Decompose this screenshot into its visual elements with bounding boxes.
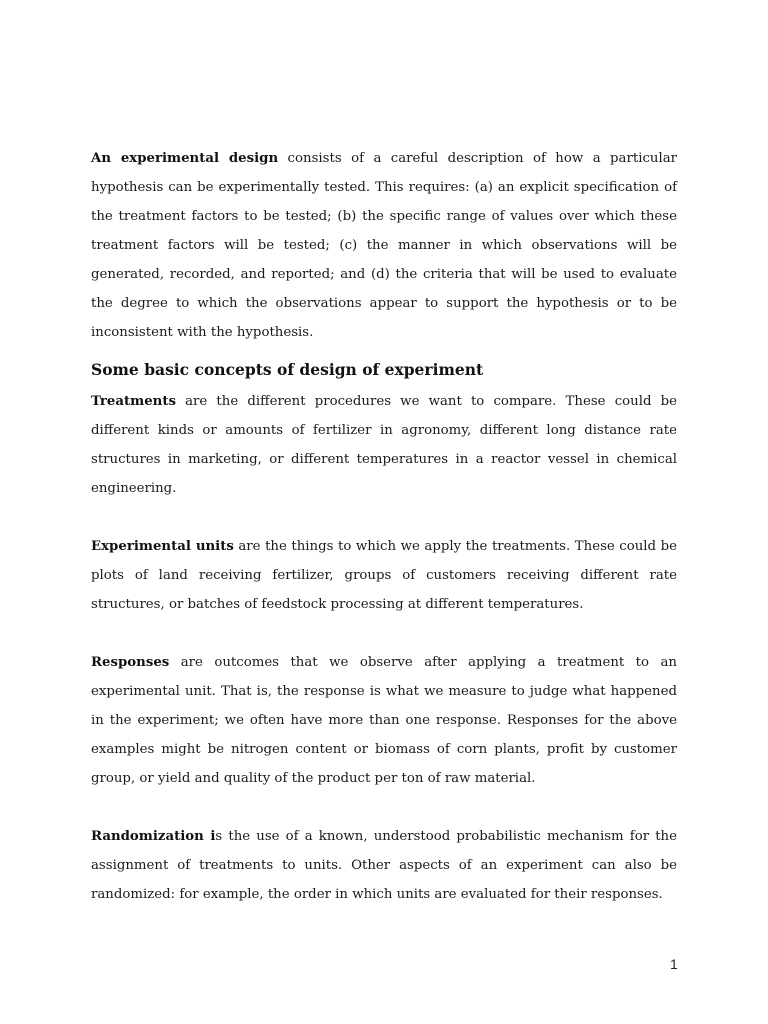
- section-heading: Some basic concepts of design of experiment: [91, 360, 484, 379]
- experimental-units-text: are the things to which we apply the treatments. These could be plots of land receiving fertilizer, groups of customers receiving different rate structures, or batches of feedstock processing at different temperatures.: [91, 539, 677, 612]
- paragraph-gap: [91, 619, 677, 648]
- randomization-text: s the use of a known, understood probabilistic mechanism for the assignment of treatments to units. Other aspects of an experiment can also be randomized: for example, the order in which units are evaluated for their responses.: [91, 829, 677, 902]
- randomization-term: Randomization i: [91, 829, 216, 844]
- paragraph-gap: [91, 793, 677, 822]
- treatments-term: Treatments: [91, 394, 176, 409]
- experimental-units-paragraph: [91, 532, 677, 619]
- intro-text: consists of a careful description of how a particular hypothesis can be experimentally tested. This requires: (a) an explicit specification of the treatment factors to be tested; (b) the specific range of values over which these treatment factors will be tested; (c) the manner in which observations will be generated, recorded, and reported; and (d) the criteria that will be used to evaluate the degree to which the observations appear to support the hypothesis or to be inconsistent with the hypothesis.: [91, 151, 677, 340]
- intro-paragraph: [91, 144, 677, 347]
- responses-text: are outcomes that we observe after applying a treatment to an experimental unit. That is, the response is what we measure to judge what happened in the experiment; we often have more than one response. Responses for the above examples might be nitrogen content or biomass of corn plants, profit by customer group, or yield and quality of the product per ton of raw material.: [91, 655, 677, 786]
- page-number: 1: [670, 956, 678, 972]
- randomization-paragraph: [91, 822, 677, 909]
- intro-term: An experimental design: [91, 151, 279, 166]
- treatments-text: are the different procedures we want to compare. These could be different kinds or amounts of fertilizer in agronomy, different long distance rate structures in marketing, or different temperatures in a reactor vessel in chemical engineering.: [91, 394, 677, 496]
- document-body: [91, 144, 677, 909]
- responses-term: Responses: [91, 655, 170, 670]
- responses-paragraph: [91, 648, 677, 793]
- experimental-units-term: Experimental units: [91, 539, 234, 554]
- treatments-paragraph: [91, 387, 677, 503]
- paragraph-gap: [91, 503, 677, 532]
